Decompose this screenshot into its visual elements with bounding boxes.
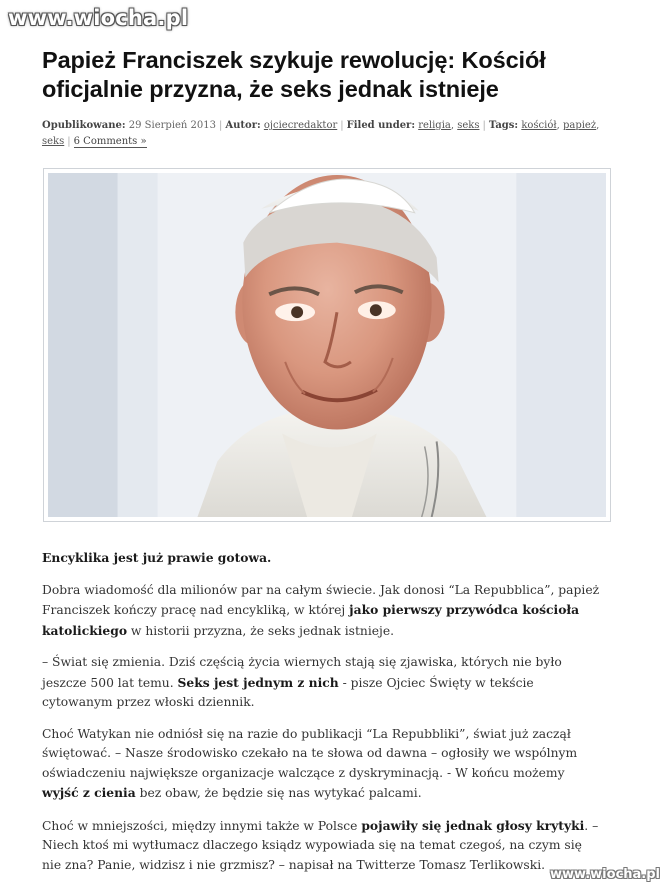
paragraph-3-bold: Seks jest jednym z nich bbox=[177, 674, 339, 690]
category-link-seks[interactable]: seks bbox=[457, 120, 480, 131]
tags-label: Tags: bbox=[488, 120, 519, 131]
category-link-religia[interactable]: religia bbox=[418, 120, 451, 131]
paragraph-2-text-c: w historii przyzna, że seks jednak istnieje. bbox=[127, 623, 395, 638]
paragraph-3-text-a: – Świat się zmienia. Dziś częścią życia wiernych stają się zjawiska, których nie było jeszcze 500 lat temu. bbox=[42, 655, 562, 690]
paragraph-lead bbox=[42, 548, 602, 569]
article-title bbox=[42, 46, 620, 104]
tag-link-seks[interactable]: seks bbox=[42, 136, 65, 147]
pope-portrait-illustration bbox=[48, 173, 606, 517]
pope-portrait-photo bbox=[48, 173, 606, 517]
paragraph-2 bbox=[42, 581, 602, 642]
footer-watermark: www.wiocha.pl bbox=[550, 867, 660, 882]
paragraph-5 bbox=[42, 816, 602, 876]
paragraph-5-text-c: . – Niech ktoś mi wytłumacz dlaczego ksiądz wypowiada się na temat czegoś, na czym się nie zna? Panie, widzisz i nie grzmisz? – napisał na Twitterze Tomasz Terlikowski. bbox=[42, 818, 599, 872]
paragraph-4-text-c: bez obaw, że będzie się nas wytykać palcami. bbox=[135, 786, 422, 800]
paragraph-4-text-a: Choć Watykan nie odniósł się na razie do publikacji “La Repubbliki”, świat już zaczął świętować. – Nasze środowisko czekało na te słowa od dawna – ogłosiły we wspólnym oświadczeniu największe organizacje walczące z dyskryminacją. - W końcu możemy bbox=[42, 726, 578, 780]
filed-under-label: Filed under: bbox=[346, 120, 416, 131]
paragraph-4 bbox=[42, 725, 602, 804]
published-date: 29 Sierpień 2013 bbox=[128, 120, 217, 131]
article-header bbox=[42, 46, 620, 150]
paragraph-3-text-c: - pisze Ojciec Święty w tekście cytowanym przez włoski dziennik. bbox=[42, 675, 534, 709]
paragraph-2-bold: jako pierwszy przywódca kościoła katolickiego bbox=[42, 602, 580, 638]
published-label: Opublikowane: bbox=[42, 120, 126, 131]
comments-link[interactable]: 6 Comments » bbox=[73, 136, 147, 147]
tag-link-kosciol[interactable]: kościół bbox=[521, 120, 557, 131]
lead-sentence: Encyklika jest już prawie gotowa. bbox=[42, 550, 272, 565]
article-photo-frame bbox=[43, 168, 611, 522]
site-watermark: www.wiocha.pl bbox=[8, 6, 189, 30]
article-title-line1: Papież Franciszek szykuje rewolucję: Kościół bbox=[42, 47, 546, 73]
paragraph-2-text-a: Dobra wiadomość dla milionów par na całym świecie. Jak donosi “La Repubblica”, papież Franciszek kończy pracę nad encykliką, w której bbox=[42, 582, 600, 617]
paragraph-4-bold: wyjść z cienia bbox=[42, 785, 136, 800]
author-label: Autor: bbox=[225, 120, 261, 131]
article-title-line2: oficjalnie przyzna, że seks jednak istnieje bbox=[42, 76, 499, 102]
article-body bbox=[42, 548, 602, 887]
article-meta: Opublikowane: 29 Sierpień 2013 | Autor: ojciecredaktor | Filed under: religia, seks | Tags: kościół, papież, seks | 6 Comments » bbox=[42, 120, 600, 147]
author-link[interactable]: ojciecredaktor bbox=[263, 120, 338, 131]
paragraph-3 bbox=[42, 653, 602, 713]
tag-link-papiez[interactable]: papież bbox=[562, 120, 597, 131]
paragraph-5-bold: pojawiły się jednak głosy krytyki bbox=[361, 817, 585, 833]
paragraph-5-text-a: Choć w mniejszości, między innymi także w Polsce bbox=[42, 818, 362, 833]
